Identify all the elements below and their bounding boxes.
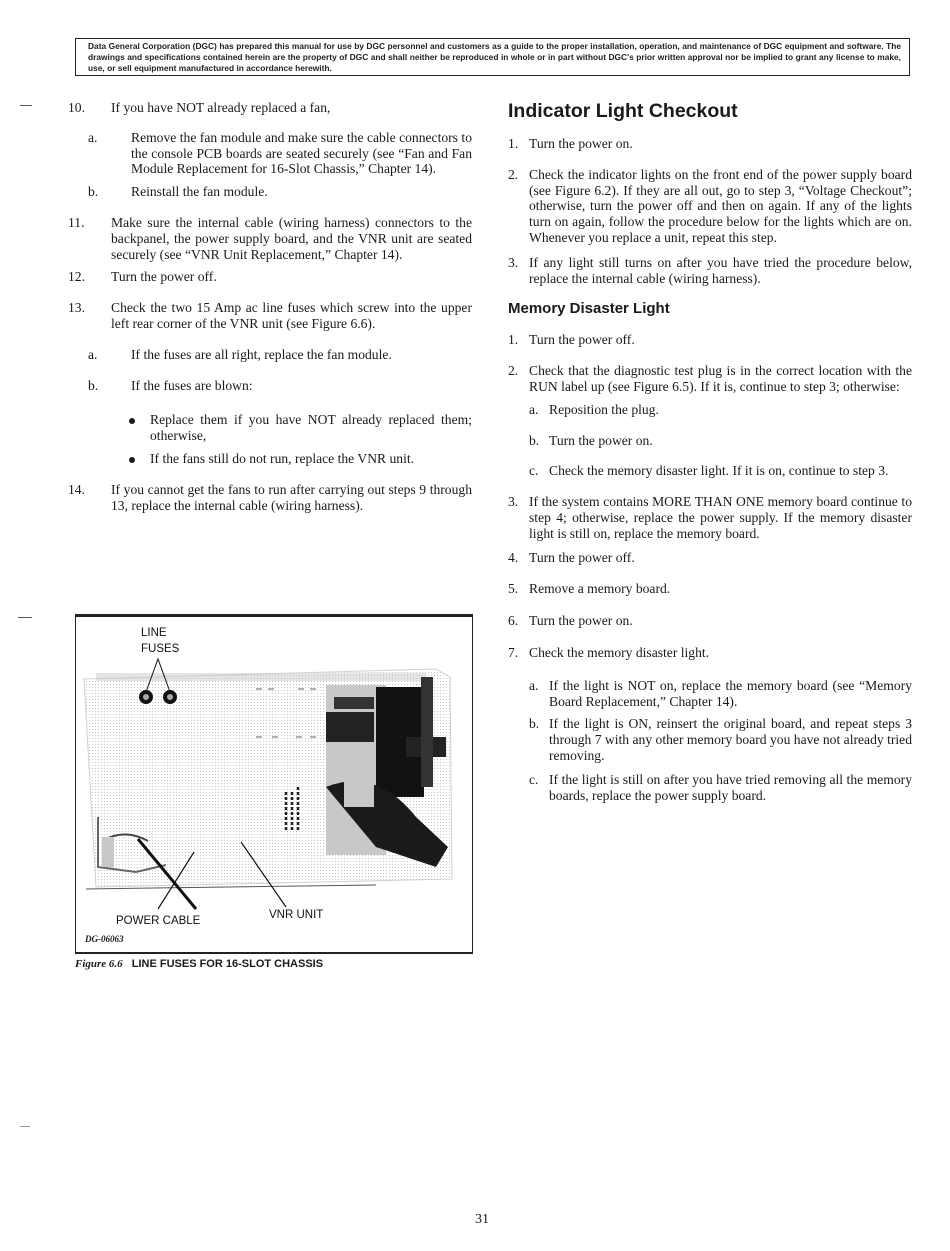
step-text: If the light is NOT on, replace the memory board (see “Memory Board Replacement,” Chapter 14).: [549, 677, 912, 709]
step-text: Turn the power on.: [529, 613, 633, 629]
step-text: Reposition the plug.: [549, 401, 659, 417]
memory-step-7b: [529, 716, 912, 763]
memory-step-7a: [529, 678, 912, 710]
step-text: If the fuses are all right, replace the fan module.: [131, 346, 392, 362]
margin-mark: [18, 617, 32, 618]
step-text: Check the memory disaster light. If it is on, continue to step 3.: [549, 463, 889, 479]
step-number: 2.: [508, 363, 519, 379]
step-14: [68, 482, 472, 514]
step-text: Check the memory disaster light.: [529, 644, 710, 660]
memory-step-6: [508, 613, 912, 629]
step-letter: a.: [529, 677, 539, 693]
step-number: 13.: [68, 300, 85, 316]
step-11: [68, 215, 472, 262]
step-letter: b.: [88, 184, 99, 200]
step-12: [68, 269, 472, 285]
step-text: Turn the power off.: [111, 269, 217, 285]
step-text: Turn the power off.: [529, 549, 635, 565]
bullet-icon: [129, 418, 135, 424]
bullet-text: Replace them if you have NOT already replaced them; otherwise,: [150, 412, 472, 444]
page-number: 31: [475, 1212, 489, 1227]
bullet-text: If the fans still do not run, replace the VNR unit.: [150, 450, 415, 466]
figure-id: DG-06063: [85, 934, 124, 944]
right-column: [508, 100, 912, 803]
left-column: [68, 100, 472, 513]
step-number: 12.: [68, 269, 85, 285]
step-number: 3.: [508, 254, 519, 270]
step-10a: [88, 130, 472, 177]
memory-step-3: [508, 494, 912, 541]
step-text: Turn the power on.: [529, 136, 633, 151]
step-text: If you cannot get the fans to run after carrying out steps 9 through 13, replace the internal cable (wiring harness).: [111, 481, 472, 513]
step-text: Make sure the internal cable (wiring harness) connectors to the backpanel, the power supply board, and the VNR unit are seated securely (see “VNR Unit Replacement,” Chapter 14).: [111, 214, 472, 262]
indicator-step-2: [508, 167, 912, 246]
step-number: 4.: [508, 549, 519, 565]
step-text: Check the two 15 Amp ac line fuses which screw into the upper left rear corner of the VNR unit (see Figure 6.6).: [111, 300, 472, 331]
margin-mark: [20, 105, 32, 106]
step-number: 11.: [68, 214, 85, 230]
step-letter: b.: [529, 432, 540, 448]
step-number: 14.: [68, 481, 85, 497]
step-number: 1.: [508, 332, 519, 348]
section-heading: Indicator Light Checkout: [508, 100, 738, 122]
memory-step-1: [508, 332, 912, 348]
step-text: Remove a memory board.: [529, 581, 671, 597]
figure-title: LINE FUSES FOR 16-SLOT CHASSIS: [131, 958, 324, 970]
memory-step-2a: [529, 402, 912, 418]
label-vnr-unit: VNR UNIT: [269, 909, 324, 921]
step-number: 1.: [508, 136, 519, 151]
step-number: 2.: [508, 166, 519, 182]
step-letter: c.: [529, 463, 539, 479]
indicator-step-1: [508, 136, 912, 152]
step-number: 3.: [508, 494, 519, 510]
step-text: Check that the diagnostic test plug is in the correct location with the RUN label up (see Figure 6.5). If it is, continue to step 3; otherwise:: [529, 363, 912, 394]
label-fuses: FUSES: [141, 643, 180, 655]
step-text: If the fuses are blown:: [131, 377, 253, 393]
step-text: If the system contains MORE THAN ONE memory board continue to step 4; otherwise, replace the power supply. If the memory disaster light is still on, replace the memory board.: [529, 494, 912, 541]
step-number: 5.: [508, 581, 519, 597]
step-text: If you have NOT already replaced a fan,: [111, 100, 331, 115]
step-letter: a.: [88, 346, 98, 362]
step-number: 6.: [508, 613, 519, 629]
memory-step-2b: [529, 433, 912, 449]
step-text: If the light is still on after you have tried removing all the memory boards, replace the power supply board.: [549, 771, 912, 803]
memory-step-2: [508, 363, 912, 395]
subsection-heading: Memory Disaster Light: [508, 300, 670, 318]
indicator-step-3: [508, 255, 912, 287]
chassis-photo-illustration: [76, 617, 472, 953]
step-number: 7.: [508, 644, 519, 660]
bullet-item: [127, 412, 472, 444]
step-text: Reinstall the fan module.: [131, 184, 268, 200]
memory-step-7c: [529, 772, 912, 804]
step-13a: [88, 347, 472, 363]
bullet-item: [127, 451, 472, 467]
label-power-cable: POWER CABLE: [116, 915, 201, 927]
step-text: Turn the power off.: [529, 332, 635, 348]
step-text: Check the indicator lights on the front end of the power supply board (see Figure 6.2). If they are all out, go to step 3, “Voltage Checkout”; otherwise, turn the power off and then on again. If any of the lights turn on again, follow the procedure below for the lights which are on. Whenever you replace a unit, repeat this step.: [529, 166, 912, 245]
step-13b: [88, 378, 472, 394]
step-text: If the light is ON, reinsert the original board, and repeat steps 3 through 7 with any other memory board you have not already tried removing.: [549, 716, 912, 763]
step-text: Remove the fan module and make sure the cable connectors to the console PCB boards are seated securely (see “Fan and Fan Module Replacement for 16-Slot Chassis,” Chapter 14).: [131, 129, 472, 177]
step-letter: b.: [529, 716, 540, 732]
step-text: Turn the power on.: [549, 432, 653, 448]
step-number: 10.: [68, 100, 85, 115]
memory-step-4: [508, 550, 912, 566]
step-letter: c.: [529, 771, 539, 787]
memory-step-2c: [529, 463, 912, 479]
figure-6-6: [75, 614, 473, 954]
memory-step-5: [508, 581, 912, 597]
step-13: [68, 300, 472, 332]
memory-step-7: [508, 645, 912, 661]
step-10b: [88, 184, 472, 200]
step-letter: a.: [88, 129, 98, 145]
step-letter: a.: [529, 401, 539, 417]
bullet-icon: [129, 457, 135, 463]
step-text: If any light still turns on after you have tried the procedure below, replace the internal cable (wiring harness).: [529, 254, 912, 286]
figure-number: Figure 6.6: [75, 958, 123, 970]
notice-text: Data General Corporation (DGC) has prepared this manual for use by DGC personnel and customers as a guide to the proper installation, operation, and maintenance of DGC equipment and software. The drawings and specifications contained herein are the property of DGC and shall neither be reproduced in whole or in part without DGC's prior written approval nor be implied to grant any license to make, use, or sell equipment manufactured in accordance herewith.: [88, 41, 901, 74]
margin-mark: [20, 1126, 30, 1127]
step-10: [68, 100, 472, 116]
label-line: LINE: [141, 627, 167, 639]
step-letter: b.: [88, 377, 99, 393]
figure-caption: [75, 958, 323, 970]
copyright-notice: [75, 38, 910, 76]
